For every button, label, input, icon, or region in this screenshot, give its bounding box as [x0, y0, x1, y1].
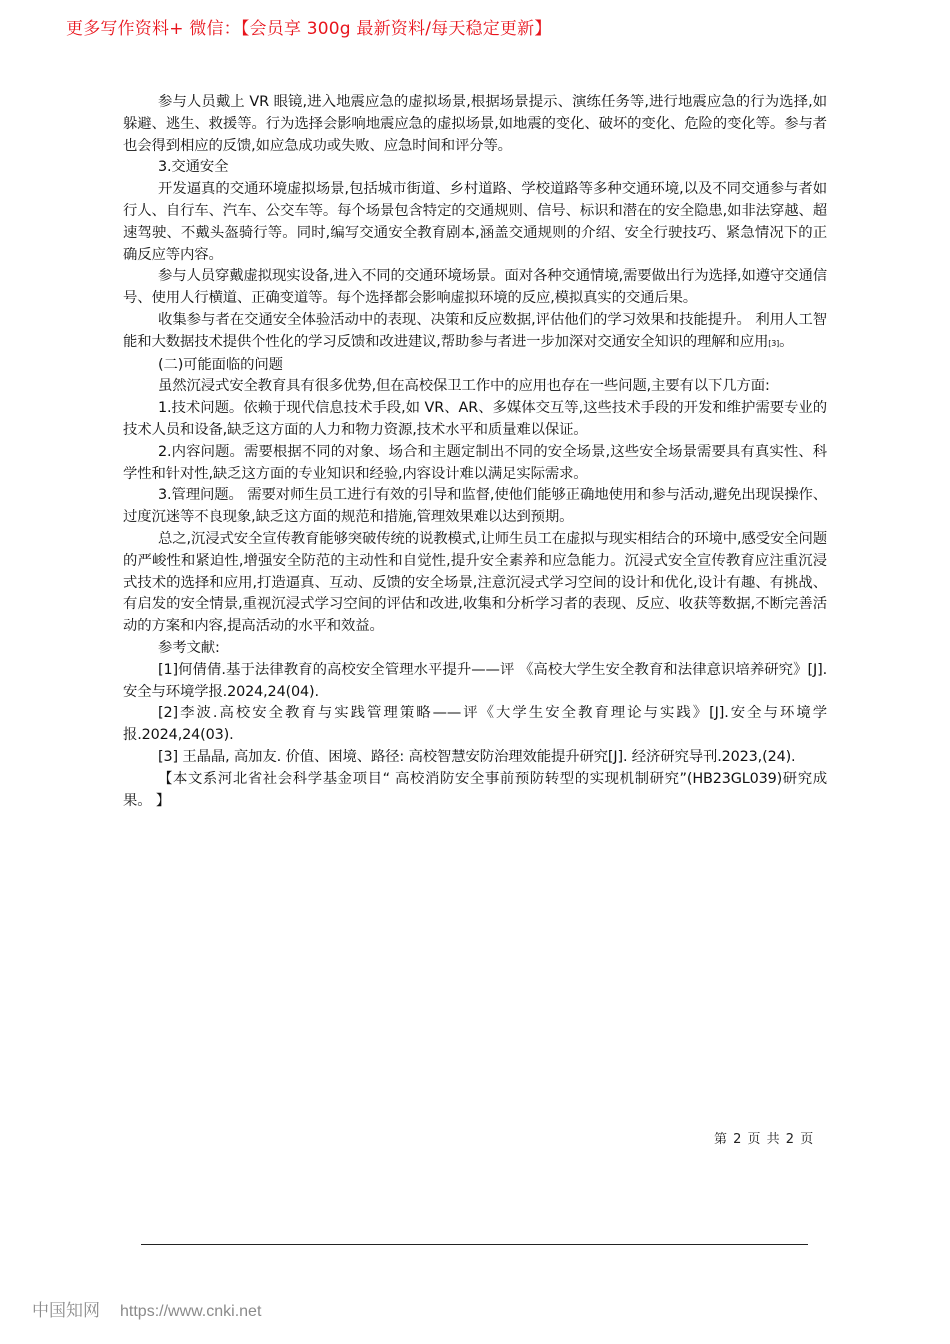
heading-possible-problems: (二)可能面临的问题	[158, 356, 283, 373]
heading-references: 参考文献:	[158, 639, 220, 656]
promo-banner: 更多写作资料+ 微信：【会员享 300g 最新资料/每天稳定更新】	[66, 19, 552, 39]
page-number: 第 2 页 共 2 页	[714, 1132, 815, 1147]
paragraph-content-problem: 2.内容问题。需要根据不同的对象、场合和主题定制出不同的安全场景,这些安全场景需要具有真实性、科学性和针对性,缺乏这方面的专业知识和经验,内容设计难以满足实际需求。	[123, 443, 827, 482]
paragraph-conclusion: 总之,沉浸式安全宣传教育能够突破传统的说教模式,让师生员工在虚拟与现实相结合的环境中,感受安全问题的严峻性和紧迫性,增强安全防范的主动性和自觉性,提升安全素养和应急能力。沉浸式安全宣传教育应注重沉浸式技术的选择和应用,打造逼真、互动、反馈的安全场景,注意沉浸式学习空间的设计和优化,设计有趣、有挑战、有启发的安全情景,重视沉浸式学习空间的评估和改进,收集和分析学习者的表现、反应、收获等数据,不断完善活动的方案和内容,提高活动的水平和效益。	[123, 530, 827, 635]
paragraph-tech-problem: 1.技术问题。依赖于现代信息技术手段,如 VR、AR、多媒体交互等,这些技术手段的开发和维护需要专业的技术人员和设备,缺乏这方面的人力和物力资源,技术水平和质量难以保证。	[123, 400, 827, 438]
paragraph-traffic-scenes: 开发逼真的交通环境虚拟场景,包括城市街道、乡村道路、学校道路等多种交通环境,以及不同交通参与者如行人、自行车、汽车、公交车等。每个场景包含特定的交通规则、信号、标识和潜在的安全隐患,如非法穿越、超速驾驶、不戴头盔骑行等。同时,编写交通安全教育剧本,涵盖交通规则的介绍、安全行驶技巧、紧急情况下的正确反应等内容。	[123, 181, 827, 263]
paragraph-traffic-data	[123, 310, 827, 355]
funding-note: 【本文系河北省社会科学基金项目“ 高校消防安全事前预防转型的实现机制研究”(HB23GL039)研究成果。 】	[123, 770, 827, 809]
citation-mark: [3]	[768, 338, 780, 348]
document-body	[123, 92, 827, 812]
paragraph-earthquake-vr: 参与人员戴上 VR 眼镜,进入地震应急的虚拟场景,根据场景提示、演练任务等,进行地震应急的行为选择,如躲避、逃生、救援等。行为选择会影响地震应急的虚拟场景,如地震的变化、破坏的变化、危险的变化等。参与者也会得到相应的反馈,如应急成功或失败、应急时间和评分等。	[123, 94, 827, 154]
citation-tail: 。	[779, 333, 794, 350]
cnki-watermark	[32, 1296, 261, 1321]
paragraph-problems-intro: 虽然沉浸式安全教育具有很多优势,但在高校保卫工作中的应用也存在一些问题,主要有以下几方面:	[158, 378, 770, 395]
paragraph-traffic-data-text: 收集参与者在交通安全体验活动中的表现、决策和反应数据,评估他们的学习效果和技能提升。 利用人工智能和大数据技术提供个性化的学习反馈和改进建议,帮助参与者进一步加深对交通安全知识的理解和应用	[123, 311, 827, 350]
cnki-url[interactable]: https://www.cnki.net	[120, 1303, 262, 1320]
paragraph-management-problem: 3.管理问题。 需要对师生员工进行有效的引导和监督,使他们能够正确地使用和参与活动,避免出现误操作、过度沉迷等不良现象,缺乏这方面的规范和措施,管理效果难以达到预期。	[123, 487, 827, 526]
reference-2: [2]李波.高校安全教育与实践管理策略——评《大学生安全教育理论与实践》[J].安全与环境学报.2024,24(03).	[123, 705, 827, 744]
reference-1: [1]何倩倩.基于法律教育的高校安全管理水平提升——评 《高校大学生安全教育和法律意识培养研究》[J].安全与环境学报.2024,24(04).	[123, 661, 827, 700]
cnki-brand: 中国知网	[32, 1301, 100, 1320]
reference-3: [3] 王晶晶, 高加友. 价值、困境、路径: 高校智慧安防治理效能提升研究[J]. 经济研究导刊.2023,(24).	[158, 748, 796, 765]
paragraph-traffic-vr: 参与人员穿戴虚拟现实设备,进入不同的交通环境场景。面对各种交通情境,需要做出行为选择,如遵守交通信号、使用人行横道、正确变道等。每个选择都会影响虚拟环境的反应,模拟真实的交通后果。	[123, 268, 827, 307]
heading-traffic-safety: 3.交通安全	[158, 159, 229, 176]
footer-divider	[141, 1244, 808, 1245]
